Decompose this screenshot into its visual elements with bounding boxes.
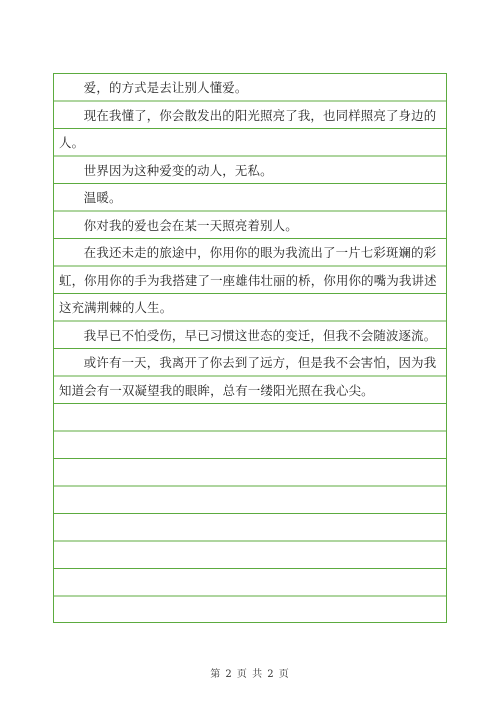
paragraph-5: 你对我的爱也会在某一天照亮着别人。 xyxy=(83,217,298,233)
paragraph-1: 爱，的方式是去让别人懂爱。 xyxy=(83,80,248,95)
paragraph-7: 我早已不怕受伤，早已习惯这世态的变迁，但我不会随波逐流。 xyxy=(83,327,437,343)
page-number-footer: 第 2 页 共 2 页 xyxy=(210,669,290,680)
paragraph-4: 温暖。 xyxy=(83,190,122,205)
paragraph-8: 或许有一天，我离开了你去到了远方，但是我不会害怕，因为我知道会有一双凝望我的眼眸，总有一缕阳光照在我心尖。 xyxy=(59,355,437,398)
ruled-writing-paper xyxy=(53,73,447,623)
paragraph-6: 在我还未走的旅途中，你用你的眼为我流出了一片七彩斑斓的彩虹，你用你的手为我搭建了一座雄伟壮丽的桥，你用你的嘴为我讲述这充满荆棘的人生。 xyxy=(59,245,437,315)
paragraph-3: 世界因为这种爱变的动人，无私。 xyxy=(83,162,273,178)
essay-body xyxy=(59,74,441,404)
paragraph-2: 现在我懂了，你会散发出的阳光照亮了我，也同样照亮了身边的人。 xyxy=(59,107,437,150)
